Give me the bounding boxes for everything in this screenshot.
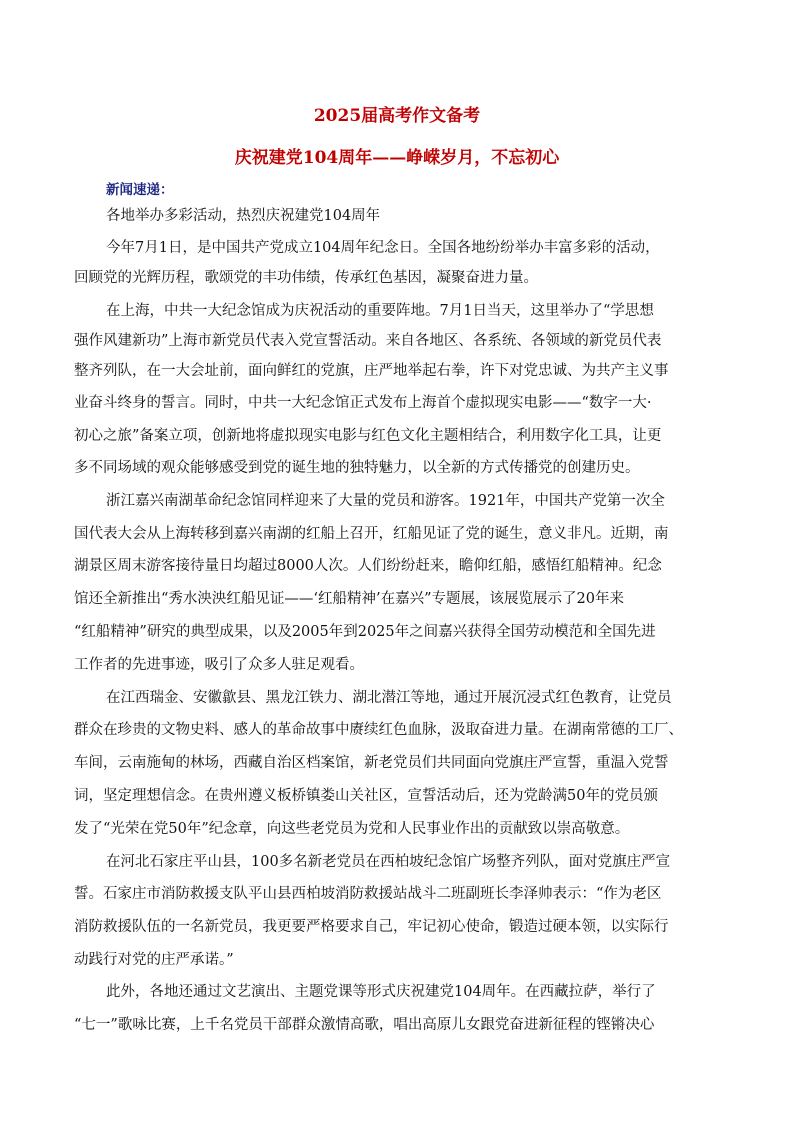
news-headline: 各地举办多彩活动，热烈庆祝建党104周年 [106,208,381,224]
document-title: 2025届高考作文备考 [313,106,481,126]
paragraph-line: 今年7月1日，是中国共产党成立104周年纪念日。全国各地纷纷举办丰富多彩的活动， [106,240,660,256]
paragraph-line: 在江西瑞金、安徽歙县、黑龙江铁力、湖北潜江等地，通过开展沉浸式红色教育，让党员 [106,690,672,706]
paragraph-line: 动践行对党的庄严承诺。” [74,952,234,968]
paragraph-line: 强作风建新功”上海市新党员代表入党宣誓活动。来自各地区、各系统、各领域的新党员代表 [74,333,662,349]
paragraph-line: 湖景区周末游客接待量日均超过8000人次。人们纷纷赶来，瞻仰红船，感悟红船精神。纪念 [74,558,662,574]
paragraph-line: “七一”歌咏比赛，上千名党员干部群众激情高歌，唱出高原儿女跟党奋进新征程的铿锵决心 [74,1017,655,1033]
paragraph-line: 此外，各地还通过文艺演出、主题党课等形式庆祝建党104周年。在西藏拉萨，举行了 [106,984,656,1000]
paragraph-line: 发了“光荣在党50年”纪念章，向这些老党员为党和人民事业作出的贡献致以崇高敬意。 [74,821,630,837]
paragraph-line: “红船精神”研究的典型成果，以及2005年到2025年之间嘉兴获得全国劳动模范和全国先进 [74,624,656,640]
section-label: 新闻速递： [106,182,174,198]
paragraph-line: 在河北石家庄平山县，100多名新老党员在西柏坡纪念馆广场整齐列队，面对党旗庄严宣 [106,854,671,870]
paragraph-line: 业奋斗终身的誓言。同时，中共一大纪念馆正式发布上海首个虚拟现实电影——“数字一大· [74,395,652,411]
paragraph-line: 词，坚定理想信念。在贵州遵义板桥镇娄山关社区，宣誓活动后，还为党龄满50年的党员颁 [74,788,658,804]
paragraph-line: 初心之旅”备案立项，创新地将虚拟现实电影与红色文化主题相结合，利用数字化工具，让更 [74,428,662,444]
paragraph-line: 多不同场域的观众能够感受到党的诞生地的独特魅力，以全新的方式传播党的创建历史。 [74,460,640,476]
paragraph-line: 誓。石家庄市消防救援支队平山县西柏坡消防救援站战斗二班副班长李泽帅表示：“作为老区 [74,886,662,902]
paragraph-line: 回顾党的光辉历程，歌颂党的丰功伟绩，传承红色基因，凝聚奋进力量。 [74,270,538,286]
paragraph-line: 馆还全新推出“秀水泱泱红船见证——‘红船精神’在嘉兴”专题展，该展览展示了20年来 [74,591,624,607]
paragraph-line: 在上海，中共一大纪念馆成为庆祝活动的重要阵地。7月1日当天，这里举办了“学思想 [106,303,654,319]
paragraph-line: 整齐列队，在一大会址前，面向鲜红的党旗，庄严地举起右拳，许下对党忠诚、为共产主义事 [74,363,669,379]
paragraph-line: 国代表大会从上海转移到嘉兴南湖的红船上召开，红船见证了党的诞生，意义非凡。近期，南 [74,526,669,542]
document-subtitle: 庆祝建党104周年——峥嵘岁月，不忘初心 [234,148,560,168]
paragraph-line: 工作者的先进事迹，吸引了众多人驻足观看。 [74,657,364,673]
paragraph-line: 浙江嘉兴南湖革命纪念馆同样迎来了大量的党员和游客。1921年，中国共产党第一次全 [106,493,665,509]
paragraph-line: 消防救援队伍的一名新党员，我更要严格要求自己，牢记初心使命，锻造过硬本领，以实际行 [74,919,669,935]
paragraph-line: 车间，云南施甸的林场，西藏自治区档案馆，新老党员们共同面向党旗庄严宣誓，重温入党誓 [74,755,669,771]
paragraph-line: 群众在珍贵的文物史料、感人的革命故事中赓续红色血脉，汲取奋进力量。在湖南常德的工厂、 [74,722,683,738]
